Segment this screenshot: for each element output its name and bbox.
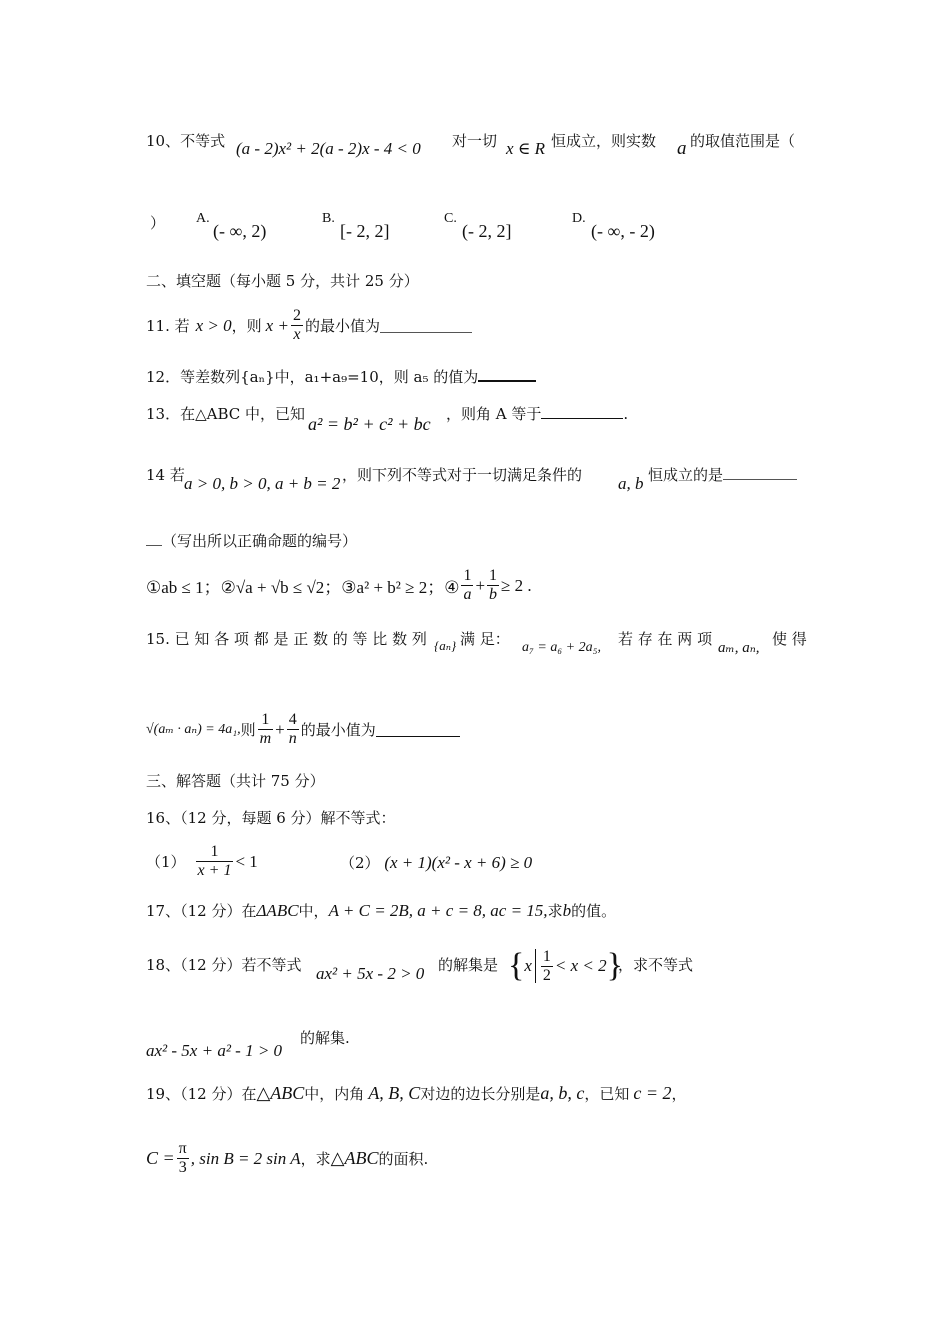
q10-condition: x ∈ R (506, 139, 546, 158)
q16-part1-tail: < 1 (235, 851, 258, 871)
q18-solution-set: { x $\frac{1}{2}$ < x < 2 } (508, 947, 623, 984)
q11-condition: x > 0 (195, 315, 232, 335)
q19-angles: A, B, C (368, 1083, 421, 1103)
q10-tail-text: 恒成立，则实数 (551, 132, 657, 150)
q10-variable: a (677, 138, 687, 159)
q19-line2-tail: ，求 (300, 1150, 331, 1168)
q10-option-a-letter: A. (196, 211, 210, 226)
q14-fraction-1-over-b: $\frac{1}{b}$ (489, 567, 498, 603)
q10-option-b-value: [- 2, 2] (340, 221, 390, 241)
q13-tail: ，则角 A 等于 (446, 405, 542, 423)
q11-mid: ，则 (231, 317, 262, 335)
q11-answer-blank (380, 318, 472, 333)
q15-relation: a₇ = a₆ + 2a₅, (522, 640, 601, 655)
q12-text: 12．等差数列{aₙ}中，a₁+a₉=10，则 a₅ 的值为 (146, 368, 479, 386)
q11-fraction-numerator: 2 (292, 307, 301, 324)
q12-line (146, 366, 536, 388)
q19-line1 (146, 1083, 687, 1104)
q19-mid: 中，内角 (304, 1085, 365, 1103)
q10-end-text: 的取值范围是（ (690, 132, 796, 150)
q19-line2-end: 的面积. (378, 1150, 429, 1168)
q11-number: 11. 若 (146, 317, 190, 335)
q14-mid-text: ，则下列不等式对于一切满足条件的 (342, 466, 583, 484)
q10-option-a-value: (- ∞, 2) (213, 221, 267, 241)
q17-prefix: 17、（12 分）在 (146, 902, 257, 920)
q15-tail: 若 存 在 两 项 (618, 630, 713, 648)
q15-then: 则 (240, 721, 256, 739)
q16-part1-label: （1） (146, 853, 186, 871)
q15-sqrt-expression: √(aₘ · aₙ) = 4a₁, (146, 722, 241, 737)
q10-option-c-letter: C. (444, 211, 457, 226)
q12-answer-blank (478, 366, 536, 382)
q14-tail-line (648, 464, 797, 485)
q19-line2 (146, 1140, 428, 1177)
q18-line2-tail: 的解集. (300, 1029, 350, 1047)
q19-angle-c: C = (146, 1148, 175, 1168)
q14-prefix: 14 若 (146, 466, 185, 484)
q14-answer-blank (723, 465, 797, 480)
q19-prefix: 19、（12 分）在 (146, 1085, 257, 1103)
q10-mid-text: 对一切 (452, 132, 498, 150)
q19-triangle-2: △ABC (330, 1148, 379, 1168)
q19-pi-over-3 (177, 1140, 189, 1177)
q18-expression: ax² + 5x - 2 > 0 (316, 964, 425, 983)
q16-part1-fraction: $\frac{1}{x + 1}$ (197, 843, 232, 879)
q18-set-variable: x (524, 956, 532, 975)
q15-end: 使 得 (772, 630, 807, 648)
q10-close-paren: ） (150, 214, 166, 232)
q10-line (146, 130, 225, 151)
q19-three: 3 (178, 1159, 187, 1176)
q19-mid2: 对边的边长分别是 (420, 1085, 541, 1103)
q15-fraction-4-over-n: $\frac{4}{n}$ (288, 711, 297, 747)
q18-set-fraction: $\frac{1}{2}$ (542, 947, 551, 984)
q11-tail: 的最小值为 (304, 317, 380, 335)
q18-line2-expression: ax² - 5x + a² - 1 > 0 (146, 1041, 283, 1060)
q17-line (146, 900, 616, 921)
q19-triangle: △ABC (256, 1083, 305, 1103)
q16-part2-label: （2） (340, 854, 380, 872)
q18-set-condition: < x < 2 (554, 956, 607, 975)
q19-end1: ， (671, 1085, 687, 1103)
q15-terms: aₘ, aₙ, (718, 640, 760, 656)
q13-expression: a² = b² + c² + bc (308, 414, 431, 434)
q16-title: 16、（12 分，每题 6 分）解不等式： (146, 809, 396, 827)
q17-end: 的值。 (571, 902, 617, 920)
q14-variables: a, b (618, 474, 644, 493)
q11-line (146, 307, 472, 344)
q18-mid: 的解集是 (438, 956, 499, 974)
q15-prefix: 15. 已 知 各 项 都 是 正 数 的 等 比 数 列 (146, 630, 427, 648)
q16-part1 (146, 843, 258, 880)
q13-prefix: 13．在△ABC 中，已知 (146, 405, 306, 423)
q14-statements-text: ①ab ≤ 1；②√a + √b ≤ √2；③a² + b² ≥ 2；④ (146, 578, 460, 597)
q19-sine-relation: , sin B = 2 sin A (190, 1148, 301, 1168)
q17-variable: b (562, 901, 572, 920)
q17-mid: 中， (298, 902, 329, 920)
q10-number: 10、不等式 (146, 132, 226, 150)
q16-part2-expression: (x + 1)(x² - x + 6) ≥ 0 (384, 853, 533, 872)
q17-triangle: ΔABC (256, 901, 299, 920)
section-2-heading: 二、填空题（每小题 5 分，共计 25 分） (146, 272, 419, 290)
q16-part2 (340, 852, 532, 873)
q10-option-d-letter: D. (572, 211, 586, 226)
q10-expression: (a - 2)x² + 2(a - 2)x - 4 < 0 (236, 139, 421, 158)
q15-fraction-1-over-m: $\frac{1}{m}$ (259, 711, 272, 747)
q17-expression: A + C = 2B, a + c = 8, ac = 15, (328, 901, 548, 920)
q14-tail: 恒成立的是 (648, 466, 724, 484)
q13-line-tail (446, 403, 628, 424)
q19-given: c = 2 (633, 1083, 672, 1103)
q17-tail: 求 (547, 902, 563, 920)
q14-fraction-1-over-a: $\frac{1}{a}$ (463, 567, 472, 603)
q14-statements: ①ab ≤ 1；②√a + √b ≤ √2；③a² + b² ≥ 2；④ $\frac{1}{a}$ + $\frac{1}{b}$ ≥ 2 . (146, 567, 532, 603)
q11-fraction (291, 307, 303, 344)
q14-continuation (146, 530, 357, 551)
section-3-heading: 三、解答题（共计 75 分） (146, 772, 325, 790)
q19-mid3: ，已知 (584, 1085, 630, 1103)
q10-option-b-letter: B. (322, 211, 335, 226)
q19-pi: π (178, 1140, 187, 1157)
q18-prefix: 18、（12 分）若不等式 (146, 956, 302, 974)
q15-answer-blank (376, 722, 460, 737)
q15-line2: √(aₘ · aₙ) = 4a₁, 则 $\frac{1}{m}$ + $\frac{4}{n}$ 的最小值为 (146, 711, 460, 748)
q10-option-c-value: (- 2, 2] (462, 221, 512, 241)
q15-line2-tail: 的最小值为 (300, 721, 376, 739)
q11-fraction-denominator: x (293, 326, 301, 343)
q19-sides: a, b, c (540, 1083, 585, 1103)
q18-tail: ，求不等式 (618, 956, 694, 974)
q13-end: . (623, 405, 629, 423)
q10-option-d-value: (- ∞, - 2) (591, 221, 655, 241)
q15-mid: 满 足： (460, 630, 510, 648)
q14-answer-blank-continued (146, 531, 162, 546)
q11-expression: x + (265, 315, 289, 335)
q14-expression: a > 0, b > 0, a + b = 2 (184, 474, 341, 493)
q13-answer-blank (541, 404, 623, 419)
q14-note: （写出所以正确命题的编号） (162, 532, 358, 550)
q15-sequence: {aₙ} (434, 638, 457, 653)
